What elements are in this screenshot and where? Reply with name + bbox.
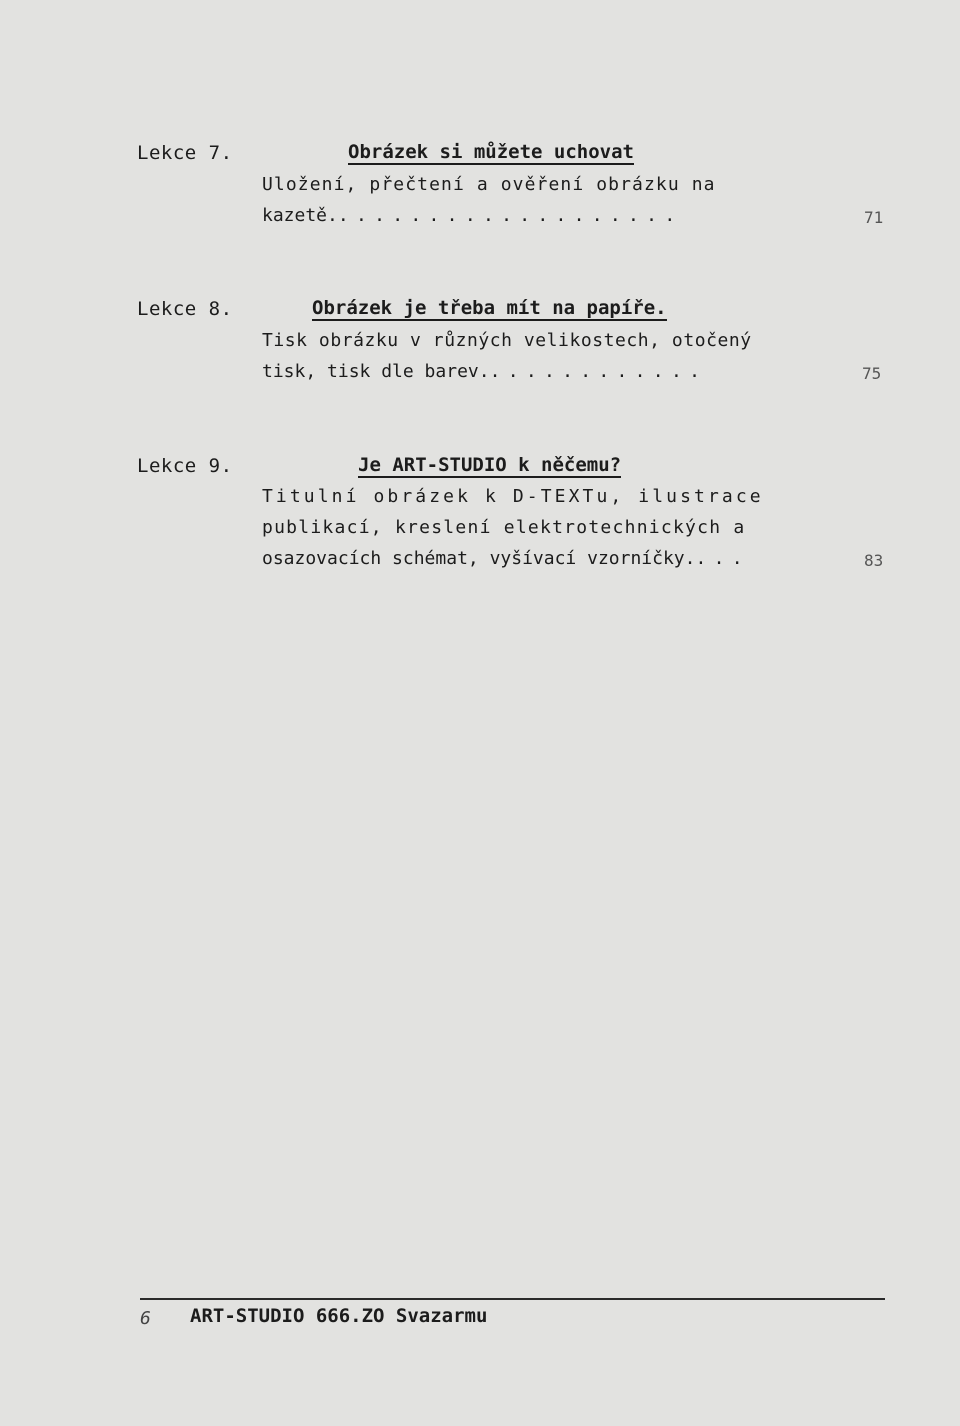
lesson-8-label: Lekce 8. <box>137 298 233 320</box>
footer-page-number: 6 <box>140 1308 151 1329</box>
footer-rule <box>140 1298 885 1300</box>
lesson-9-desc-last-text: osazovacích schémat, vyšívací vzorníčky. <box>262 548 696 569</box>
lesson-8-desc-last-line <box>262 361 707 383</box>
footer-title: ART-STUDIO 666.ZO Svazarmu <box>190 1305 488 1327</box>
lesson-7-desc-last-text: kazetě. <box>262 205 338 226</box>
lesson-7-label: Lekce 7. <box>137 142 233 164</box>
lesson-8-leader-dots: ............ <box>489 361 708 382</box>
lesson-9-page-number: 83 <box>864 551 884 570</box>
lesson-8-title: Obrázek je třeba mít na papíře. <box>312 297 667 319</box>
lesson-9-desc-line-2: publikací, kreslení elektrotechnických a <box>262 517 746 538</box>
lesson-7-title: Obrázek si můžete uchovat <box>348 141 634 163</box>
lesson-9-desc-last-line <box>262 548 750 570</box>
lesson-9-label: Lekce 9. <box>137 455 233 477</box>
lesson-8-desc-line-1: Tisk obrázku v různých velikostech, otočený <box>262 330 752 351</box>
lesson-9-title: Je ART-STUDIO k něčemu? <box>358 454 622 476</box>
lesson-7-leader-dots: ................... <box>337 205 683 226</box>
lesson-8-desc-last-text: tisk, tisk dle barev. <box>262 361 490 382</box>
lesson-7-page-number: 71 <box>864 208 884 227</box>
lesson-7-desc-last-line <box>262 205 682 227</box>
lesson-9-leader-dots: ... <box>695 548 750 569</box>
lesson-7-desc-line-1: Uložení, přečtení a ověření obrázku na <box>262 174 716 195</box>
lesson-9-desc-line-1: Titulní obrázek k D-TEXTu, ilustrace <box>262 486 764 507</box>
lesson-8-page-number: 75 <box>862 364 882 383</box>
